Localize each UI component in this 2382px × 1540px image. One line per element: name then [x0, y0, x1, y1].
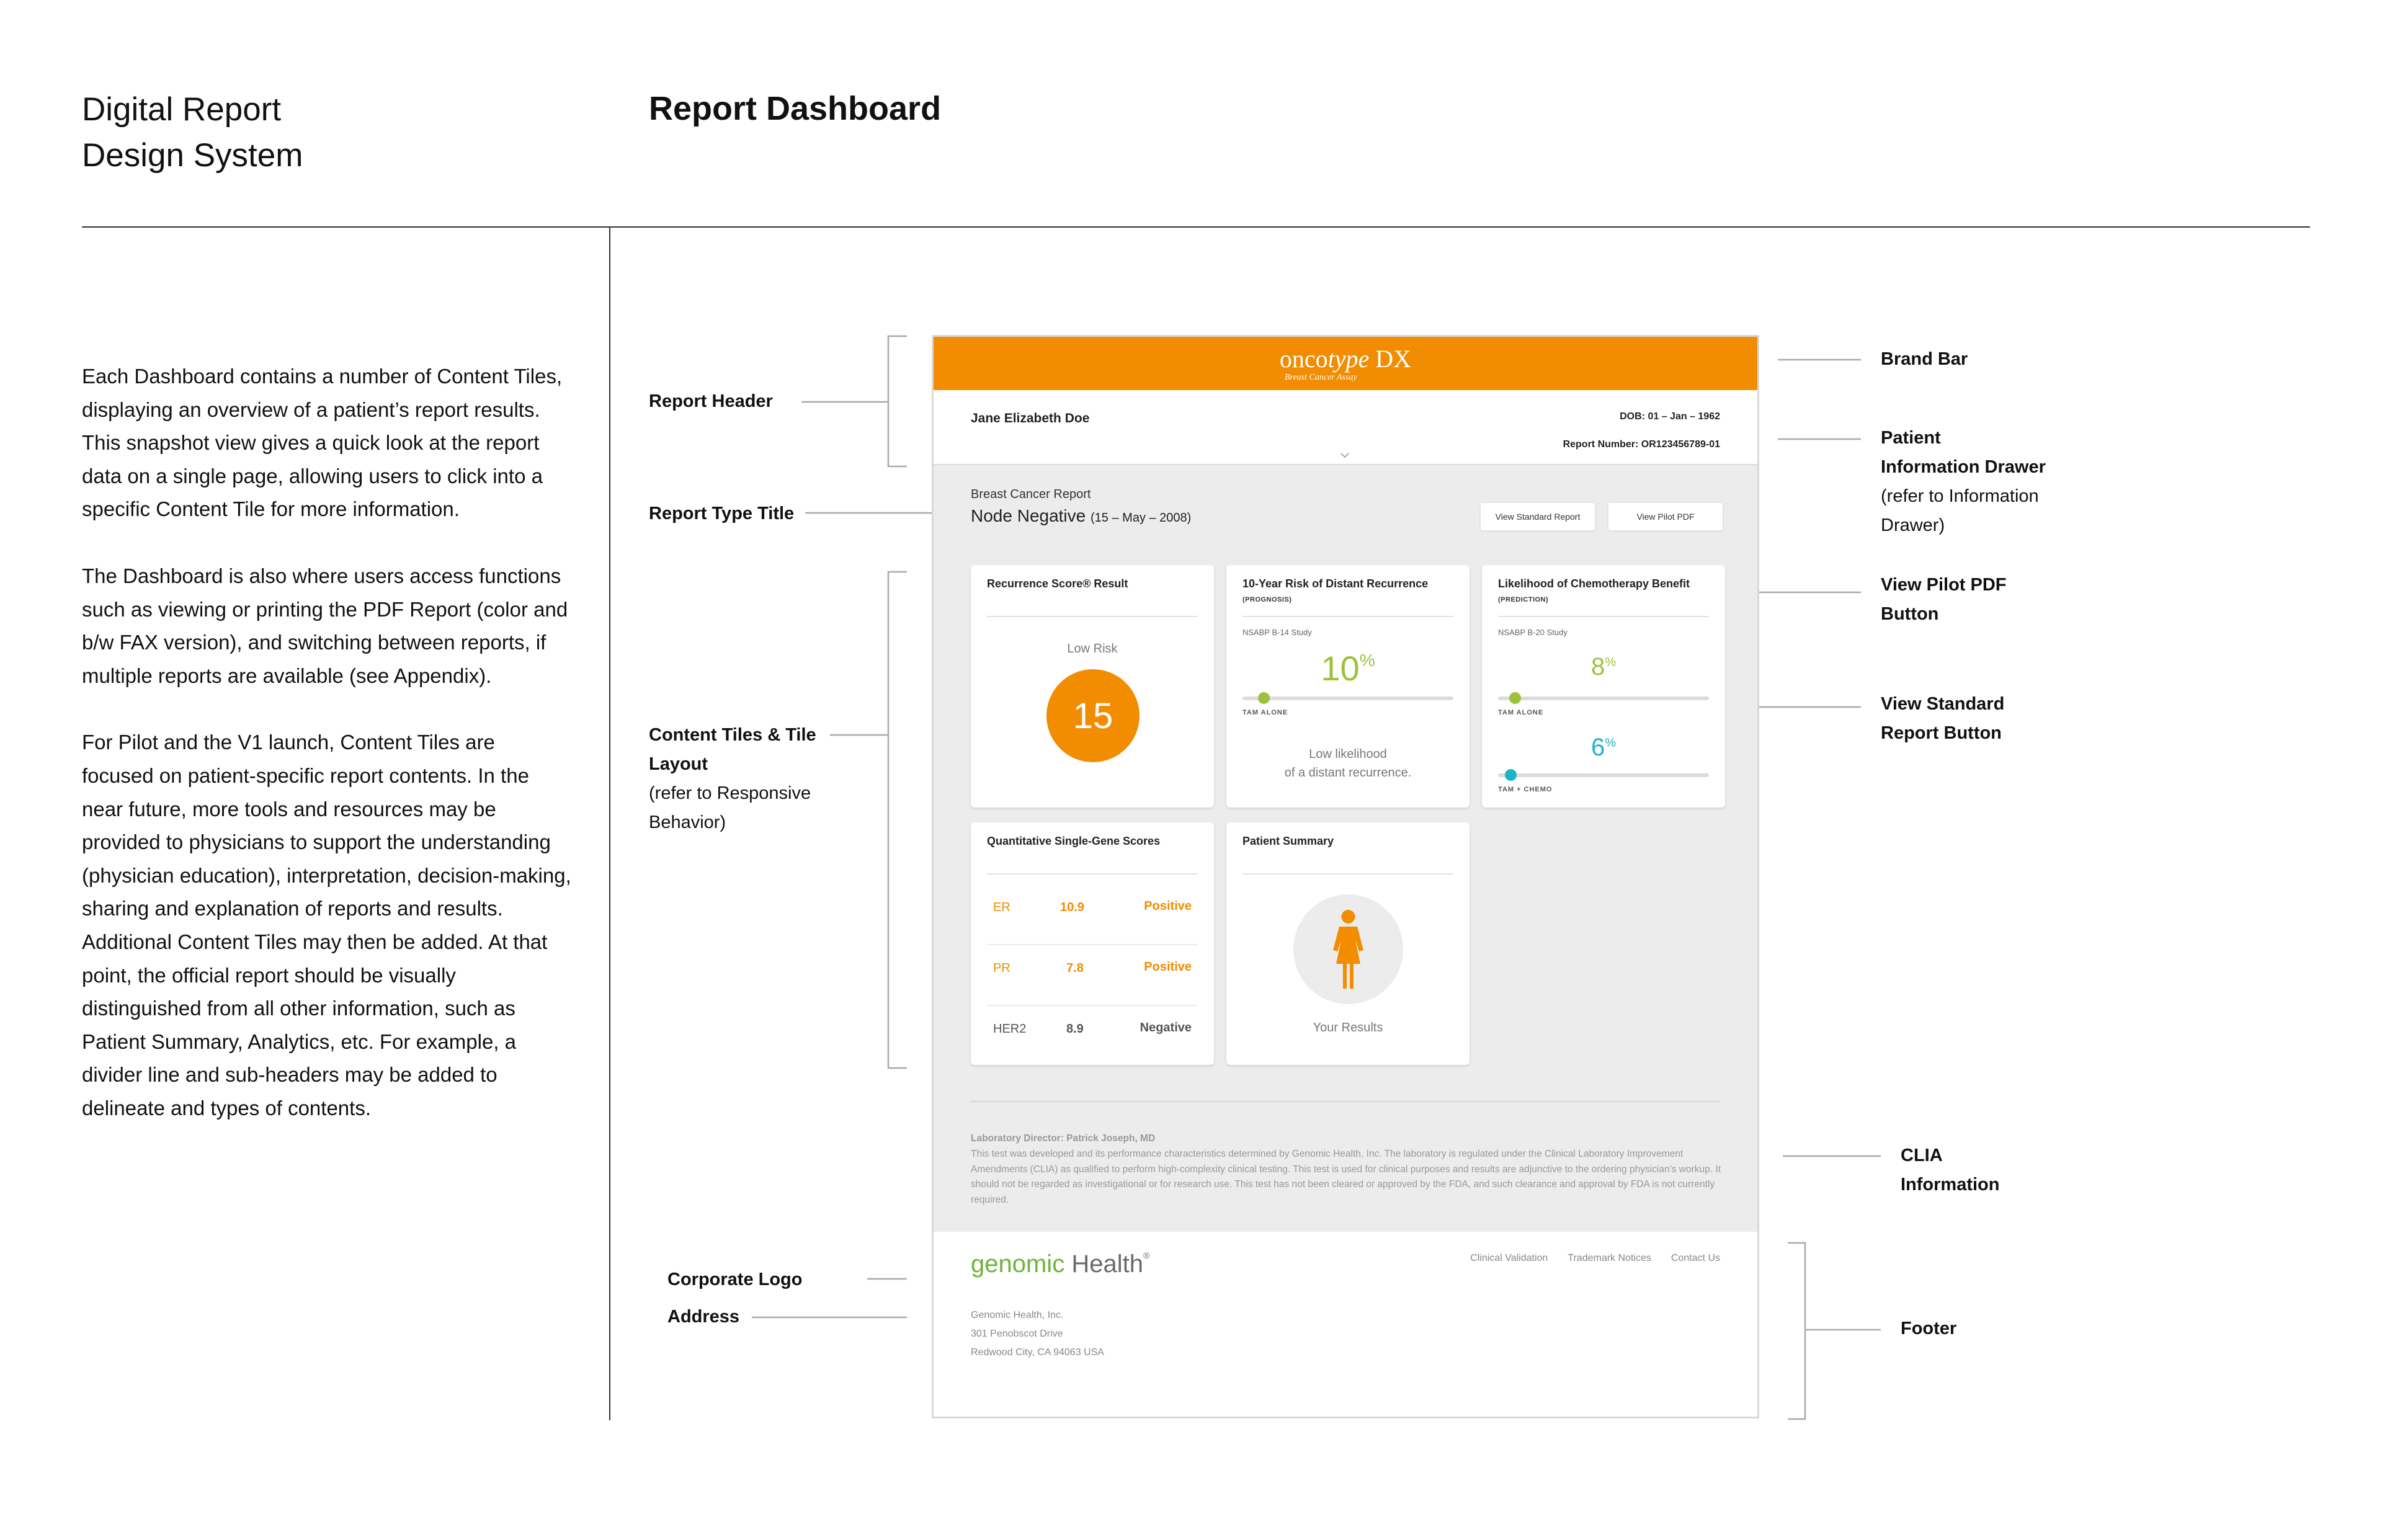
gene-value: 10.9: [1060, 901, 1084, 914]
clia-divider: [971, 1101, 1720, 1102]
address-line-3: Redwood City, CA 94063 USA: [971, 1347, 1104, 1358]
tile-distant-recurrence[interactable]: [1226, 565, 1470, 808]
annotation-label: Information Drawer: [1881, 457, 2046, 477]
dashboard-body: [934, 465, 1757, 1232]
intro-text: [82, 360, 572, 1158]
annotation-label: Patient: [1881, 428, 1941, 448]
tile-divider: [1242, 873, 1453, 875]
tile-title: Likelihood of Chemotherapy Benefit: [1498, 577, 1690, 590]
tile-divider: [987, 873, 1198, 875]
patient-name: Jane Elizabeth Doe: [971, 411, 1090, 425]
lab-director: Laboratory Director: Patrick Joseph, MD: [971, 1133, 1156, 1144]
annotation-note: Drawer): [1881, 515, 1945, 535]
report-type-title: [971, 506, 1191, 526]
gene-name: ER: [993, 901, 1010, 914]
annotation-patient-info: [1881, 424, 2046, 540]
address-line-2: 301 Penobscot Drive: [971, 1329, 1063, 1339]
annotation-brand-bar: [1881, 345, 1968, 374]
oncotype-dx-logo: [934, 344, 1757, 373]
gene-value: 8.9: [1066, 1022, 1084, 1036]
annotation-report-header: [649, 387, 773, 416]
annotation-note: (refer to Responsive: [649, 783, 811, 803]
gene-name: HER2: [993, 1022, 1027, 1036]
study-label: NSABP B-14 Study: [1242, 628, 1312, 637]
annotation-label: Address: [667, 1307, 740, 1327]
footer-links: [1470, 1253, 1720, 1264]
footer-link-clinical-validation[interactable]: Clinical Validation: [1470, 1253, 1548, 1263]
annotation-label: Report Button: [1881, 723, 2002, 743]
annotation-label: Footer: [1901, 1319, 1957, 1338]
tam-alone-value: [1482, 653, 1725, 681]
intro-paragraph-1: Each Dashboard contains a number of Content Tiles, displaying an overview of a patient’s report results. This snapshot view gives a quick look at the report data on a single page, allowing users to click into a specific Content Tile for more information.: [82, 365, 563, 521]
annotation-address: [667, 1302, 739, 1332]
annotation-footer: [1901, 1314, 1956, 1343]
annotation-note: (refer to Information: [1881, 486, 2039, 506]
logo-suffix: DX: [1369, 345, 1412, 373]
tile-recurrence-score[interactable]: [971, 565, 1214, 808]
tam-chemo-slider: [1498, 773, 1709, 777]
annotation-clia: [1901, 1141, 2000, 1200]
value-number: 6: [1590, 734, 1605, 761]
page-heading: Report Dashboard: [649, 90, 942, 127]
slider-knob: [1505, 769, 1517, 781]
recurrence-score-circle: 15: [1046, 669, 1140, 762]
annotation-content-tiles: [649, 721, 816, 837]
row-divider: [987, 1005, 1198, 1006]
report-date: (15 – May – 2008): [1091, 511, 1192, 525]
report-type-label: Breast Cancer Report: [971, 487, 1091, 501]
risk-slider: [1242, 697, 1453, 700]
logo-genomic: genomic: [971, 1250, 1065, 1278]
annotation-report-type-title: [649, 499, 794, 528]
logo-subtitle: Breast Cancer Assay: [1285, 373, 1357, 382]
slider-label: TAM ALONE: [1498, 709, 1544, 716]
caption-line-1: Low likelihood: [1309, 747, 1387, 761]
study-label: NSABP B-20 Study: [1498, 628, 1568, 637]
value-unit: %: [1359, 651, 1375, 670]
patient-information-drawer[interactable]: [934, 390, 1757, 465]
annotation-label: Brand Bar: [1881, 349, 1968, 369]
report-type-name: Node Negative: [971, 506, 1086, 525]
clia-text: This test was developed and its performance characteristics determined by Genomic Health, Inc. The laboratory is regulated under the Clinical Laboratory Improvement Amendments (CLIA) as qualified to perform high-complexity clinical testing. This test is used for clinical purposes and results are adjunctive to the ordering physician’s workup. It should not be regarded as investigational or for research use. This test has not been cleared or approved by the FDA, and such clearance and approval by FDA is not currently required.: [971, 1148, 1721, 1206]
distant-caption: [1226, 745, 1470, 782]
value-number: 10: [1321, 649, 1360, 688]
view-pilot-pdf-button[interactable]: View Pilot PDF: [1608, 502, 1723, 531]
value-unit: %: [1605, 656, 1617, 669]
logo-italic: type: [1327, 345, 1370, 373]
gene-value: 7.8: [1066, 961, 1084, 975]
doc-title-line-1: Digital Report: [82, 91, 282, 128]
view-standard-report-button[interactable]: View Standard Report: [1480, 502, 1595, 531]
address-line-1: Genomic Health, Inc.: [971, 1310, 1064, 1320]
annotation-label: View Pilot PDF: [1881, 575, 2007, 595]
clia-information: [971, 1131, 1734, 1208]
annotation-label: Content Tiles & Tile: [649, 725, 816, 745]
annotation-label: Corporate Logo: [667, 1270, 803, 1289]
annotation-corporate-logo: [667, 1265, 803, 1294]
tile-title: Recurrence Score® Result: [987, 577, 1128, 590]
row-divider: [987, 944, 1198, 945]
annotation-label: View Standard: [1881, 694, 2005, 714]
chevron-down-icon[interactable]: [1340, 451, 1349, 460]
tile-patient-summary[interactable]: [1226, 822, 1470, 1065]
woman-icon: [1293, 894, 1403, 1004]
slider-label: TAM + CHEMO: [1498, 786, 1553, 793]
tile-divider: [987, 616, 1198, 617]
corporate-address: [971, 1306, 1104, 1362]
tile-title: Quantitative Single-Gene Scores: [987, 835, 1161, 847]
dashboard-footer: [934, 1232, 1757, 1418]
annotation-label: Button: [1881, 604, 1939, 624]
tam-alone-slider: [1498, 697, 1709, 700]
logo-prefix: onco: [1279, 345, 1328, 373]
genomic-health-logo: [971, 1250, 1149, 1278]
annotation-label: Information: [1901, 1175, 2000, 1195]
tile-single-gene-scores[interactable]: [971, 822, 1214, 1065]
annotation-label: Report Type Title: [649, 504, 795, 523]
logo-health: Health: [1064, 1250, 1143, 1278]
value-number: 8: [1590, 653, 1605, 680]
annotation-label: CLIA: [1901, 1146, 1943, 1165]
patient-figure-circle: [1293, 894, 1403, 1004]
slider-label: TAM ALONE: [1242, 709, 1288, 716]
report-dashboard: [932, 335, 1759, 1418]
annotation-view-pilot: [1881, 571, 2007, 629]
brand-bar: [934, 337, 1757, 390]
distant-risk-value: [1226, 648, 1470, 688]
tile-title: Patient Summary: [1242, 835, 1334, 847]
tile-subtitle: (PREDICTION): [1498, 596, 1549, 603]
doc-title: [82, 87, 303, 179]
risk-label: Low Risk: [1067, 642, 1118, 656]
footer-link-contact-us[interactable]: Contact Us: [1671, 1253, 1720, 1263]
slider-knob: [1509, 692, 1521, 704]
tile-subtitle: (PROGNOSIS): [1242, 596, 1292, 603]
top-divider: [82, 226, 2310, 228]
logo-mark: ®: [1143, 1250, 1150, 1260]
tile-title: 10-Year Risk of Distant Recurrence: [1242, 577, 1429, 590]
doc-title-line-2: Design System: [82, 137, 303, 174]
gene-result: Positive: [1144, 960, 1192, 974]
tile-divider: [1498, 616, 1709, 617]
footer-link-trademark-notices[interactable]: Trademark Notices: [1568, 1253, 1651, 1263]
gene-result: Positive: [1144, 899, 1192, 913]
tile-divider: [1242, 616, 1453, 617]
patient-dob: DOB: 01 – Jan – 1962: [1620, 411, 1720, 422]
summary-caption: Your Results: [1313, 1021, 1383, 1035]
annotation-label: Report Header: [649, 391, 773, 411]
tile-chemotherapy-benefit[interactable]: [1482, 565, 1725, 808]
annotation-note: Behavior): [649, 812, 726, 832]
annotation-label: Layout: [649, 754, 708, 774]
caption-line-2: of a distant recurrence.: [1284, 766, 1412, 780]
value-unit: %: [1605, 736, 1617, 750]
slider-knob: [1258, 692, 1270, 704]
gene-result: Negative: [1140, 1021, 1192, 1035]
annotation-view-standard: [1881, 690, 2004, 748]
intro-paragraph-2: The Dashboard is also where users access functions such as viewing or printing the PDF Report (color and b/w FAX version), and switching between reports, if multiple reports are available (see Appendix).: [82, 564, 568, 687]
column-divider: [609, 226, 610, 1420]
tam-chemo-value: [1482, 734, 1725, 762]
report-number: Report Number: OR123456789-01: [1563, 439, 1720, 450]
gene-name: PR: [993, 961, 1010, 975]
intro-paragraph-3: For Pilot and the V1 launch, Content Tiles are focused on patient-specific report contents. In the near future, more tools and resources may be provided to physicians to support the understanding (physician education), interpretation, decision-making, sharing and explanation of reports and results. Additional Content Tiles may then be added. At that point, the official report should be visually distinguished from all other information, such as Patient Summary, Analytics, etc. For example, a divider line and sub-headers may be added to delineate and types of contents.: [82, 731, 571, 1119]
